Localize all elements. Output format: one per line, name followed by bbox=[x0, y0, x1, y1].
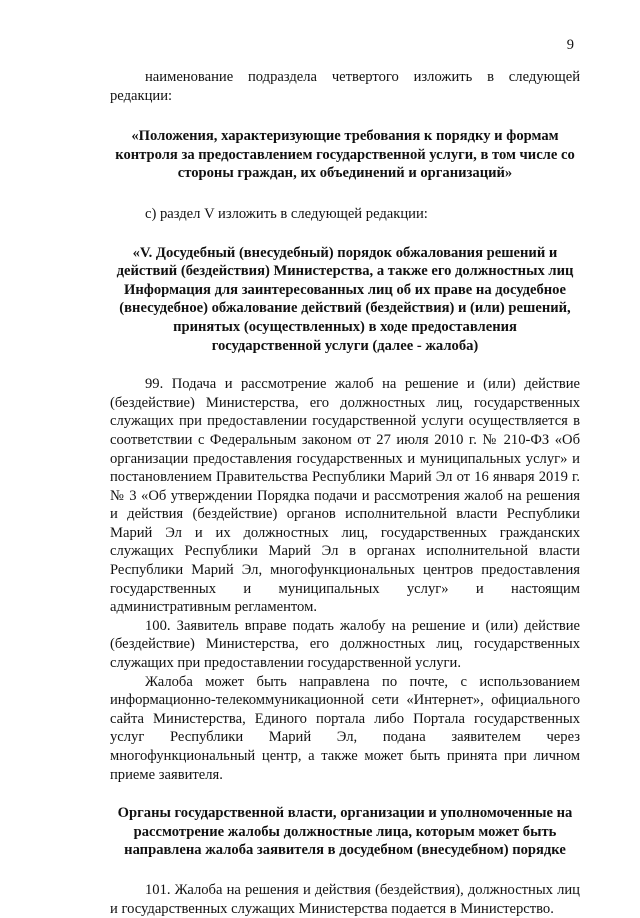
intro-paragraph: наименование подраздела четвертого изложить в следующей редакции: bbox=[110, 69, 580, 104]
section-heading-appeal bbox=[110, 244, 580, 356]
document-body bbox=[110, 68, 580, 918]
section-heading-appeal-line: государственной услуги (далее - жалоба) bbox=[211, 337, 479, 354]
paragraph-complaint-channels: Жалоба может быть направлена по почте, с использованием информационно-телекоммуникационной сети «Интернет», официального сайта Министерства, Единого портала либо Портала государственных услуг Республики Марий Эл, подана заявителем через многофункциональный центр, а также может быть принята при личном приеме заявителя. bbox=[110, 673, 580, 783]
paragraph-99: 99. Подача и рассмотрение жалоб на решение и (или) действие (бездействие) Министерства, его должностных лиц, государственных служащих при предоставлении государственной услуги осуществляется в соответствии с Федеральным законом от 27 июля 2010 г. № 210-ФЗ «Об организации предоставления государственных и муниципальных услуг» и постановлением Правительства Республики Марий Эл от 16 января 2019 г. № 3 «Об утверждении Порядка подачи и рассмотрения жалоб на решения и действия (бездействие) органов исполнительной власти Республики Марий Эл и их должностных лиц, государственных гражданских служащих Республики Марий Эл в органах исполнительной власти Республики Марий Эл, многофункциональных центров предоставления государственных и муниципальных услуг» и настоящим административным регламентом. bbox=[110, 376, 580, 616]
section-heading-control: «Положения, характеризующие требования к порядку и формам контроля за предоставлением государственной услуги, в том числе со стороны граждан, их объединений и организаций» bbox=[115, 128, 575, 182]
section-heading-appeal-line: принятых (осуществленных) в ходе предоставления bbox=[173, 318, 517, 335]
page-number: 9 bbox=[566, 37, 574, 53]
section-heading-authorities: Органы государственной власти, организации и уполномоченные на рассмотрение жалобы должностные лица, которым может быть направлена жалоба заявителя в досудебном (внесудебном) порядке bbox=[117, 805, 573, 859]
section-heading-appeal-line: (внесудебное) обжалование действий (бездействия) и (или) решений, bbox=[119, 300, 571, 317]
section-heading-appeal-line: действий (бездействия) Министерства, а также его должностных лиц bbox=[116, 263, 574, 280]
section-heading-appeal-line: Информация для заинтересованных лиц об их праве на досудебное bbox=[124, 281, 566, 298]
paragraph-101: 101. Жалоба на решения и действия (бездействия), должностных лиц и государственных служащих Министерства подается в Министерство. bbox=[110, 881, 580, 917]
paragraph-100: 100. Заявитель вправе подать жалобу на решение и (или) действие (бездействие) Министерства, его должностных лиц, государственных служащих при предоставлении государственной услуги. bbox=[110, 617, 580, 672]
section-heading-appeal-line: «V. Досудебный (внесудебный) порядок обжалования решений и bbox=[132, 244, 558, 261]
amendment-item-c: с) раздел V изложить в следующей редакции: bbox=[145, 205, 428, 222]
